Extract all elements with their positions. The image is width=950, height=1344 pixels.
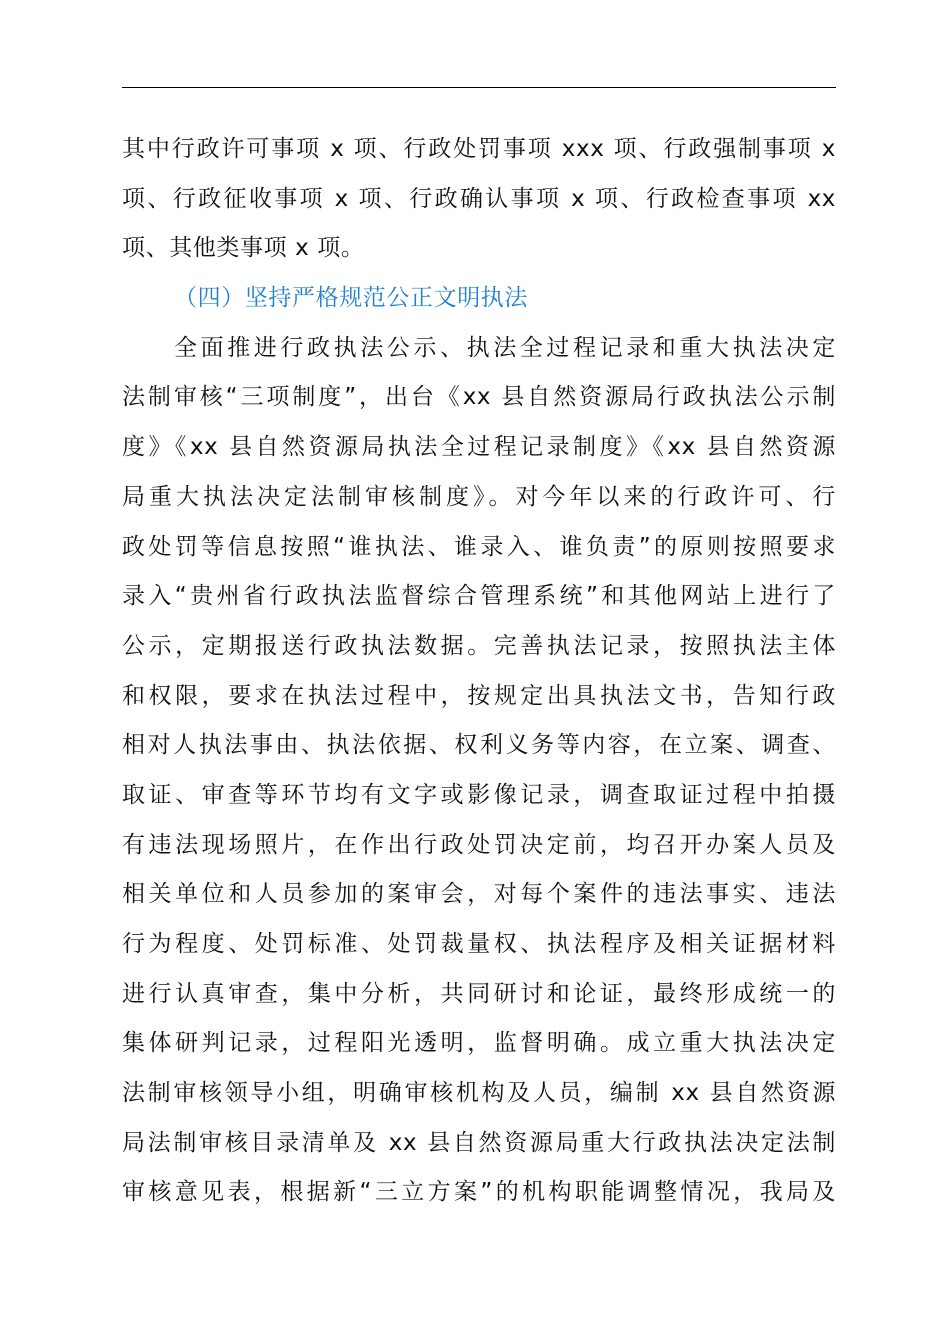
section-heading: （四）坚持严格规范公正文明执法 (174, 285, 528, 312)
body-line: 其中行政许可事项 x 项、行政处罚事项 xxx 项、行政强制事项 x (122, 136, 836, 162)
header-rule (122, 87, 836, 88)
body-line: 局重大执法决定法制审核制度》。对今年以来的行政许可、行 (122, 483, 836, 510)
body-line: 集体研判记录，过程阳光透明，监督明确。成立重大执法决定 (122, 1030, 836, 1057)
body-line: 和权限，要求在执法过程中，按规定出具执法文书，告知行政 (122, 682, 836, 709)
body-line: 行为程度、处罚标准、处罚裁量权、执法程序及相关证据材料 (122, 931, 836, 957)
body-line: 相对人执法事由、执法依据、权利义务等内容，在立案、调查、 (122, 732, 836, 759)
body-line: 公示，定期报送行政执法数据。完善执法记录，按照执法主体 (122, 632, 836, 659)
body-line: 局法制审核目录清单及 xx 县自然资源局重大行政执法决定法制 (122, 1129, 836, 1156)
document-body (122, 125, 836, 1218)
body-line: 录入“贵州省行政执法监督综合管理系统”和其他网站上进行了 (122, 583, 836, 610)
body-line: 有违法现场照片，在作出行政处罚决定前，均召开办案人员及 (122, 831, 836, 858)
body-line: 相关单位和人员参加的案审会，对每个案件的违法事实、违法 (122, 881, 836, 908)
body-line: 度》《xx 县自然资源局执法全过程记录制度》《xx 县自然资源 (122, 434, 836, 461)
body-line: 取证、审查等环节均有文字或影像记录，调查取证过程中拍摄 (122, 781, 836, 808)
body-line: 进行认真审查，集中分析，共同研讨和论证，最终形成统一的 (122, 980, 836, 1007)
body-line: 政处罚等信息按照“谁执法、谁录入、谁负责”的原则按照要求 (122, 533, 836, 560)
body-line: 项、行政征收事项 x 项、行政确认事项 x 项、行政检查事项 xx (122, 185, 836, 212)
body-line: 审核意见表，根据新“三立方案”的机构职能调整情况，我局及 (122, 1179, 836, 1206)
body-line: 法制审核领导小组，明确审核机构及人员，编制 xx 县自然资源 (122, 1080, 836, 1107)
body-line: 法制审核“三项制度”，出台《xx 县自然资源局行政执法公示制 (122, 384, 836, 411)
body-line: 项、其他类事项 x 项。 (122, 235, 365, 262)
paragraph-first-line: 全面推进行政执法公示、执法全过程记录和重大执法决定 (174, 334, 836, 361)
